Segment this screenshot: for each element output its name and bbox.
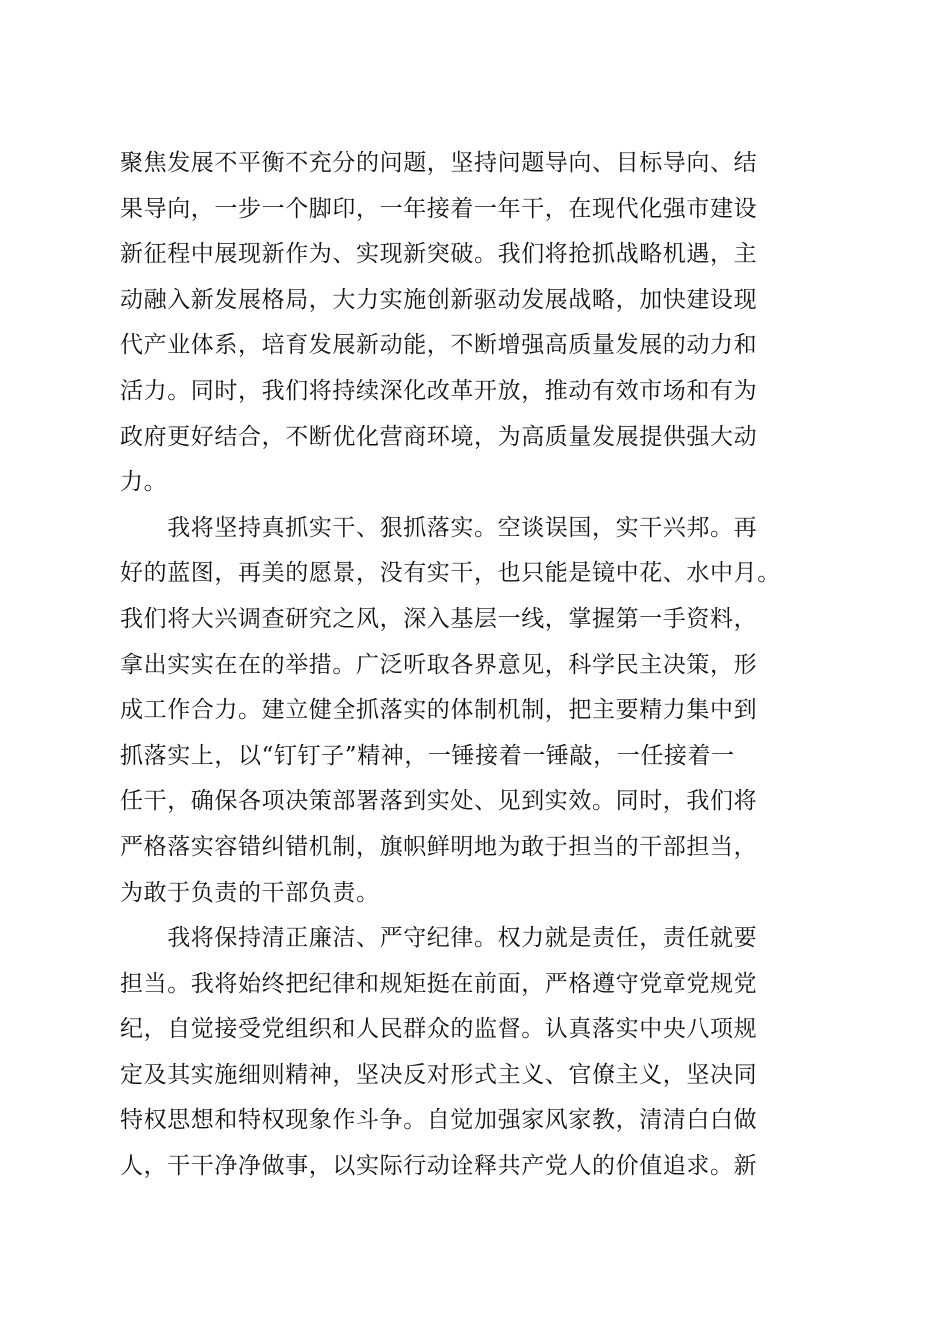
text-line: 人，干干净净做事，以实际行动诠释共产党人的价值追求。新 <box>120 1153 758 1180</box>
text-line: 严格落实容错纠错机制，旗帜鲜明地为敢于担当的干部担当， <box>120 833 758 860</box>
text-line: 特权思想和特权现象作斗争。自觉加强家风家教，清清白白做 <box>120 1107 758 1134</box>
text-line: 好的蓝图，再美的愿景，没有实干，也只能是镜中花、水中月。 <box>120 560 781 587</box>
text-line: 为敢于负责的干部负责。 <box>120 879 380 906</box>
text-line: 聚焦发展不平衡不充分的问题，坚持问题导向、目标导向、结 <box>120 150 758 176</box>
text-line: 纪，自觉接受党组织和人民群众的监督。认真落实中央八项规 <box>120 1016 758 1043</box>
text-line: 担当。我将始终把纪律和规矩挺在前面，严格遵守党章党规党 <box>120 970 758 997</box>
text-line: 拿出实实在在的举措。广泛听取各界意见，科学民主决策，形 <box>120 651 758 678</box>
text-line: 动融入新发展格局，大力实施创新驱动发展战略，加快建设现 <box>120 286 758 313</box>
text-line: 代产业体系，培育发展新动能，不断增强高质量发展的动力和 <box>120 332 758 359</box>
text-line: 我将坚持真抓实干、狠抓落实。空谈误国，实干兴邦。再 <box>120 514 758 541</box>
text-line: 新征程中展现新作为、实现新突破。我们将抢抓战略机遇，主 <box>120 241 758 268</box>
text-line: 果导向，一步一个脚印，一年接着一年干，在现代化强市建设 <box>120 195 758 222</box>
text-line: 政府更好结合，不断优化营商环境，为高质量发展提供强大动 <box>120 423 758 450</box>
text-line: 活力。同时，我们将持续深化改革开放，推动有效市场和有为 <box>120 377 758 404</box>
text-line: 抓落实上，以“钉钉子”精神，一锤接着一锤敲，一任接着一 <box>120 742 735 769</box>
text-line: 定及其实施细则精神，坚决反对形式主义、官僚主义，坚决同 <box>120 1061 758 1088</box>
text-line: 我们将大兴调查研究之风，深入基层一线，掌握第一手资料， <box>120 605 758 632</box>
text-line: 我将保持清正廉洁、严守纪律。权力就是责任，责任就要 <box>120 925 758 952</box>
text-line: 成工作合力。建立健全抓落实的体制机制，把主要精力集中到 <box>120 697 758 724</box>
text-line: 力。 <box>120 469 168 496</box>
text-line: 任干，确保各项决策部署落到实处、见到实效。同时，我们将 <box>120 788 758 815</box>
body-text <box>120 141 830 1190</box>
